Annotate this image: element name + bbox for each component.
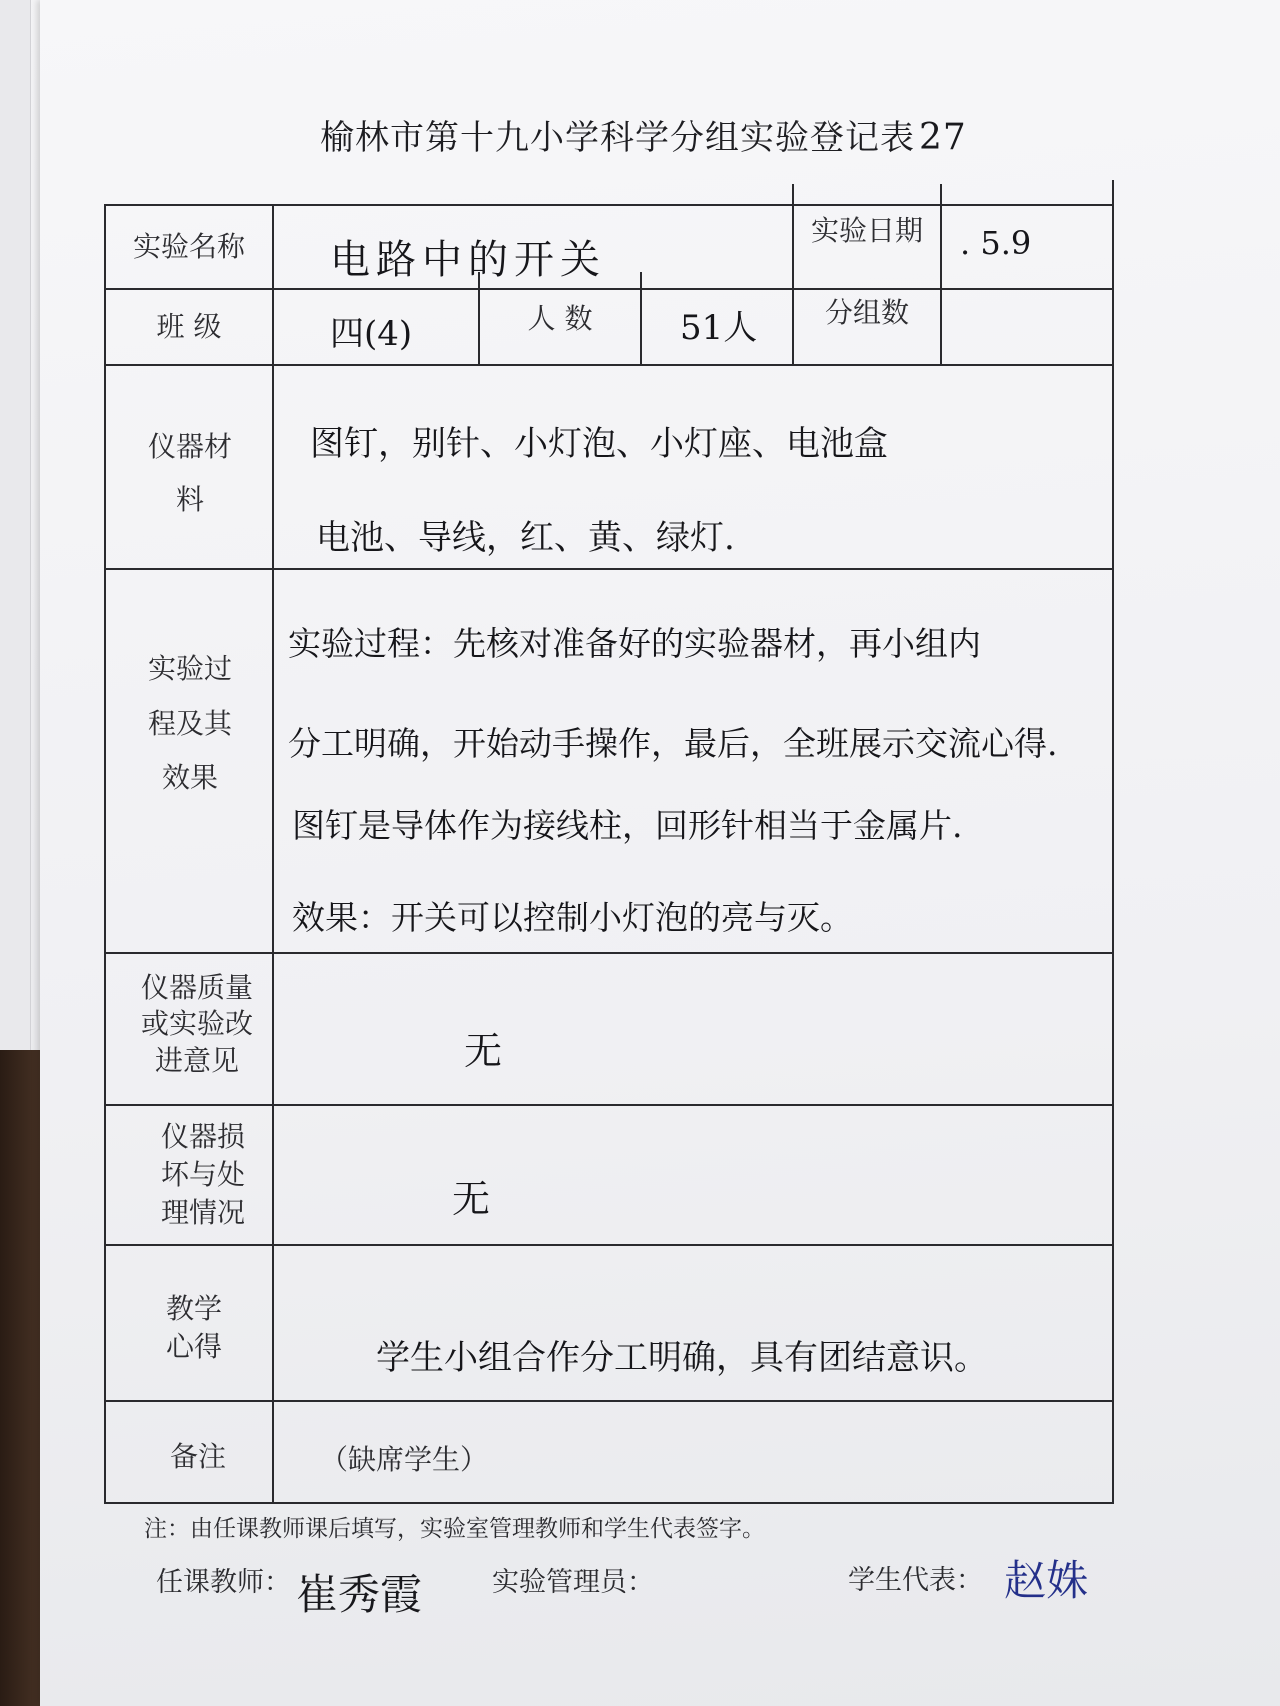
teacher-signature: 崔秀霞: [296, 1570, 423, 1619]
value-experiment-name: 电路中的开关: [330, 237, 606, 283]
title-text: 榆林市第十九小学科学分组实验登记表: [320, 118, 915, 158]
value-process-line2: 分工明确，开始动手操作，最后，全班展示交流心得.: [288, 724, 1058, 763]
label-instruments: 仪器材料: [147, 430, 232, 517]
form-page: [40, 0, 1280, 1706]
label-class: 班 级: [156, 310, 222, 343]
admin-label: 实验管理员：: [492, 1567, 654, 1598]
value-process-line4: 效果：开关可以控制小灯泡的亮与灭。: [292, 898, 853, 937]
footer-note: 注：由任课教师课后填写，实验室管理教师和学生代表签字。: [144, 1516, 765, 1542]
label-damage: 仪器损坏与处理情况: [160, 1120, 245, 1229]
value-quality: 无: [464, 1029, 503, 1073]
value-instruments-line2: 电池、导线，红、黄、绿灯.: [316, 518, 735, 558]
value-count: 51人: [680, 308, 758, 348]
label-teaching: 教学心得: [165, 1292, 222, 1363]
value-teaching: 学生小组合作分工明确，具有团结意识。: [376, 1338, 988, 1378]
label-remarks: 备注: [169, 1440, 226, 1473]
label-count: 人 数: [527, 302, 593, 335]
student-signature: 赵姝: [1004, 1556, 1089, 1605]
label-groups: 分组数: [824, 296, 909, 329]
label-process: 实验过程及其效果: [148, 652, 233, 795]
underlying-sheet: [0, 0, 31, 1050]
label-quality: 仪器质量或实验改进意见: [140, 971, 253, 1077]
teacher-label: 任课教师：: [156, 1567, 291, 1598]
value-class: 四(4): [330, 314, 413, 354]
value-process-line1: 实验过程：先核对准备好的实验器材，再小组内: [288, 624, 981, 663]
value-experiment-date: . 5.9: [960, 224, 1032, 262]
student-label: 学生代表：: [848, 1565, 983, 1596]
value-process-line3: 图钉是导体作为接线柱，回形针相当于金属片.: [292, 806, 963, 845]
form-title: [320, 110, 967, 159]
value-damage: 无: [452, 1177, 491, 1221]
value-instruments-line1: 图钉，别针、小灯泡、小灯座、电池盒: [310, 424, 888, 464]
title-number: 27: [919, 117, 967, 158]
label-experiment-name: 实验名称: [132, 230, 245, 263]
value-remarks: （缺席学生）: [320, 1443, 489, 1476]
label-experiment-date: 实验日期: [810, 214, 923, 247]
